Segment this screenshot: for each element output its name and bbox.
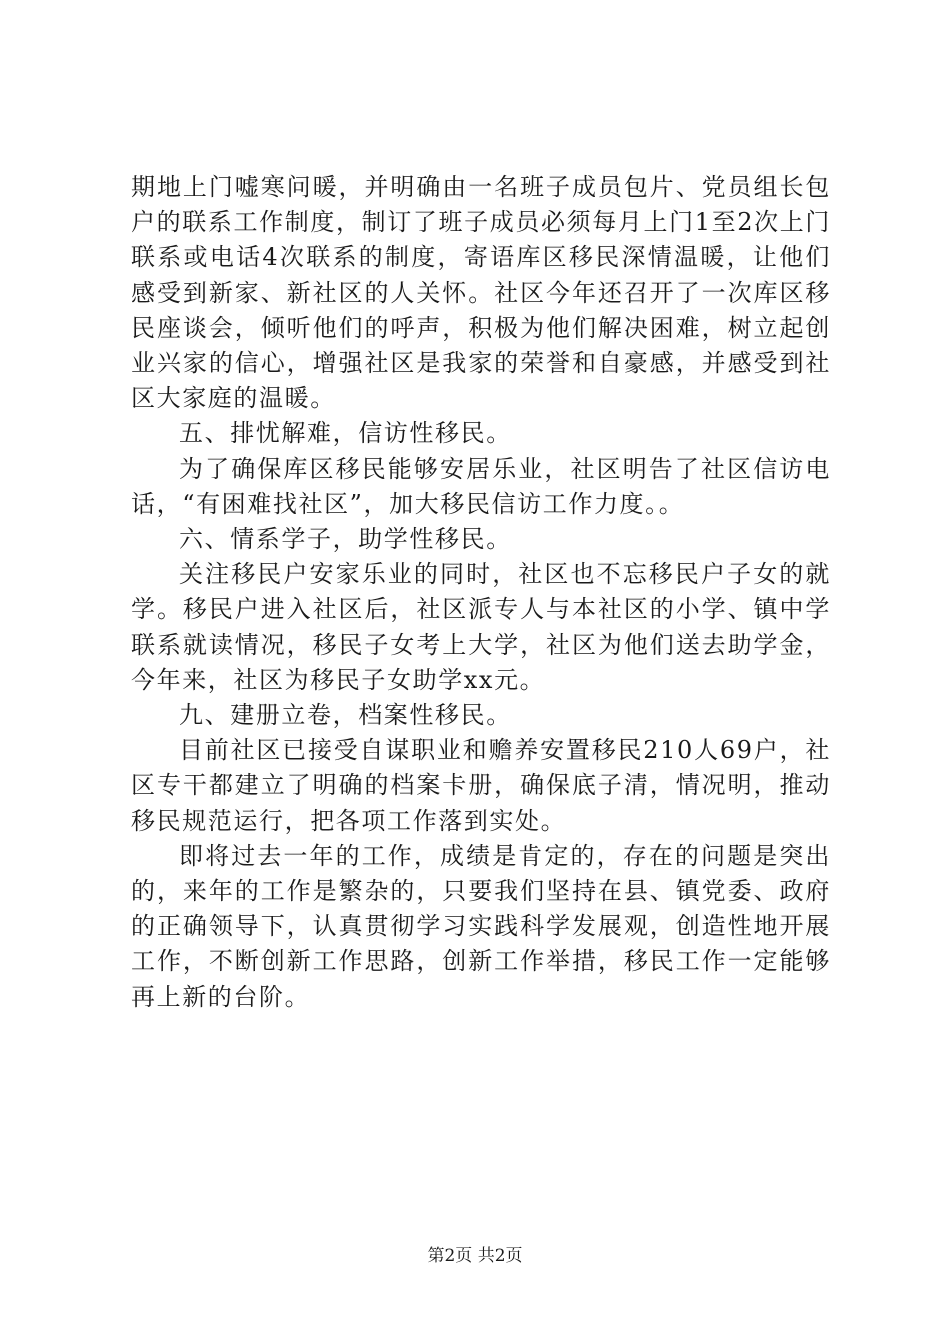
page-number-footer: 第2页 共2页 xyxy=(427,1246,523,1266)
section-heading-9: 九、建册立卷，档案性移民。 xyxy=(179,701,512,730)
paragraph-continued: 期地上门嘘寒问暖，并明确由一名班子成员包片、党员组长包户的联系工作制度，制订了班子成员必须每月上门1至2次上门联系或电话4次联系的制度，寄语库区移民深情温暖，让他们感受到新家、新社区的人关怀。社区今年还召开了一次库区移民座谈会，倾听他们的呼声，积极为他们解决困难，树立起创业兴家的信心，增强社区是我家的荣誉和自豪感，并感受到社区大家庭的温暖。 xyxy=(131,173,831,413)
paragraph-archives: 目前社区已接受自谋职业和赡养安置移民210人69户，社区专干都建立了明确的档案卡册，确保底子清，情况明，推动移民规范运行，把各项工作落到实处。 xyxy=(131,736,831,835)
document-body xyxy=(131,170,831,1015)
section-heading-6: 六、情系学子，助学性移民。 xyxy=(179,525,512,554)
section-heading-5: 五、排忧解难，信访性移民。 xyxy=(179,419,512,448)
paragraph-education: 关注移民户安家乐业的同时，社区也不忘移民户子女的就学。移民户进入社区后，社区派专人与本社区的小学、镇中学联系就读情况，移民子女考上大学，社区为他们送去助学金，今年来，社区为移民子女助学xx元。 xyxy=(131,560,831,694)
paragraph-petition: 为了确保库区移民能够安居乐业，社区明告了社区信访电话，“有困难找社区”，加大移民信访工作力度。。 xyxy=(131,454,831,518)
paragraph-conclusion: 即将过去一年的工作，成绩是肯定的，存在的问题是突出的，来年的工作是繁杂的，只要我们坚持在县、镇党委、政府的正确领导下，认真贯彻学习实践科学发展观，创造性地开展工作，不断创新工作思路，创新工作举措，移民工作一定能够再上新的台阶。 xyxy=(131,841,831,1011)
